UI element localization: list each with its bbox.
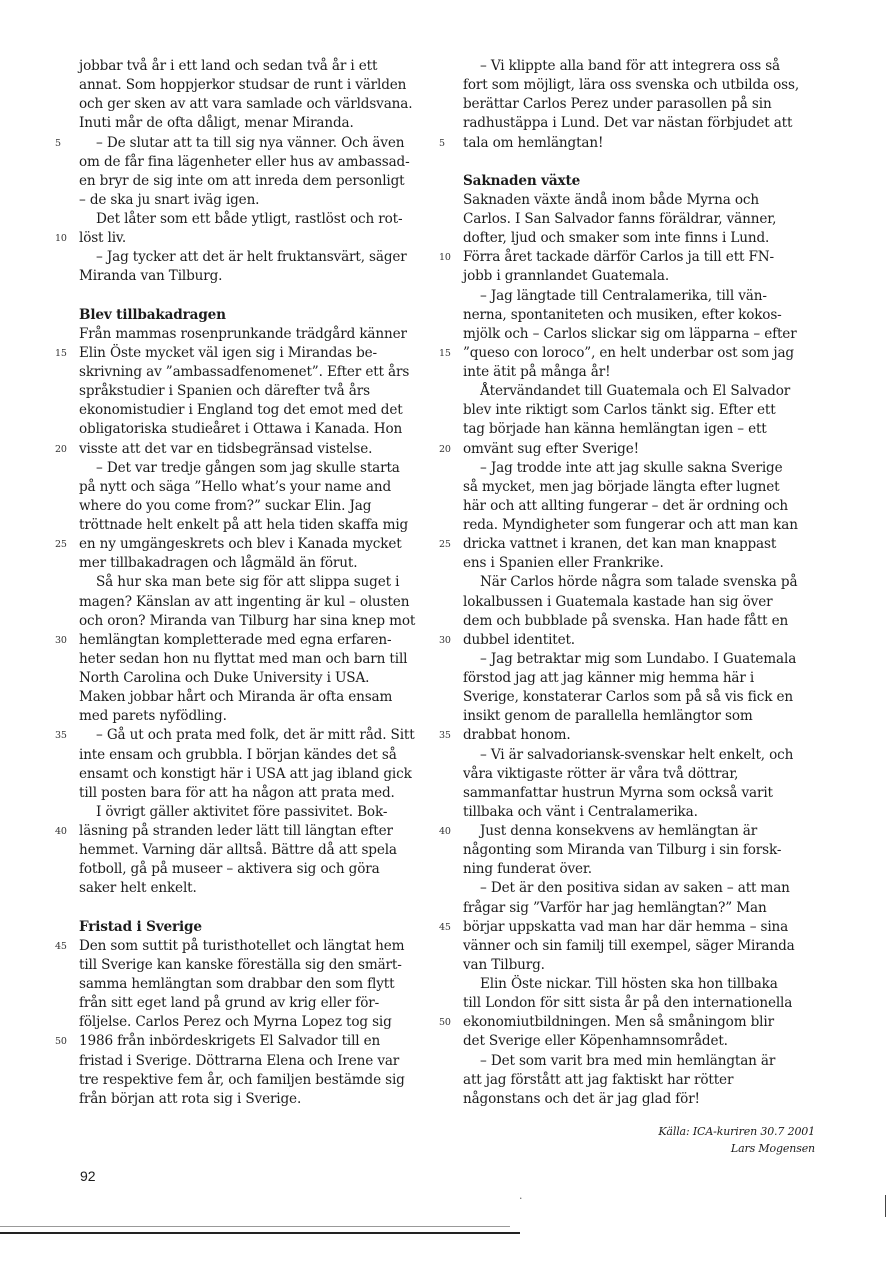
line-text: börjar uppskatta vad man har där hemma – sina: [463, 918, 789, 935]
text-line: [463, 478, 815, 497]
text-line: [463, 688, 815, 707]
text-line: [439, 248, 815, 267]
line-number: 45: [439, 921, 451, 933]
bottom-rule-thick: [0, 1232, 520, 1234]
line-text: tröttnade helt enkelt på att hela tiden skaffa mig: [79, 517, 409, 533]
line-text: – Det som varit bra med min hemlängtan är: [480, 1052, 776, 1069]
line-text: Maken jobbar hårt och Miranda är ofta ensam: [79, 689, 393, 706]
line-number: 25: [55, 539, 67, 551]
line-text: Inuti mår de ofta dåligt, menar Miranda.: [79, 115, 354, 132]
line-text: från början att rota sig i Sverige.: [79, 1090, 302, 1107]
line-text: – Vi klippte alla band för att integrera oss så: [480, 58, 780, 74]
line-text: I övrigt gäller aktivitet före passivitet. Bok-: [96, 803, 388, 820]
line-number: 45: [55, 940, 67, 952]
text-line: [79, 803, 434, 822]
line-text: Återvändandet till Guatemala och El Salvador: [480, 383, 791, 400]
line-text: förstod jag att jag känner mig hemma här i: [463, 670, 755, 686]
text-line: [463, 669, 815, 688]
line-number: 40: [439, 826, 451, 837]
text-line: [79, 612, 434, 631]
line-text: fotboll, gå på museer – aktivera sig och göra: [79, 861, 380, 878]
line-number: 25: [439, 539, 451, 551]
line-text: jobb i grannlandet Guatemala.: [463, 268, 669, 285]
text-line: [439, 344, 815, 363]
line-text: Elin Öste mycket väl igen sig i Mirandas be-: [79, 344, 377, 361]
text-line: [463, 287, 815, 306]
line-text: till Sverige kan kanske föreställa sig den smärt-: [79, 956, 402, 973]
blank-line: [79, 287, 434, 306]
line-text: till posten bara för att ha någon att prata med.: [79, 784, 395, 801]
text-line: [79, 975, 434, 994]
line-number: 30: [55, 634, 67, 646]
line-text: ensamt och konstigt här i USA att jag ibland gick: [79, 765, 412, 782]
text-line: [79, 879, 434, 898]
text-line: [55, 344, 434, 363]
text-line: [55, 726, 434, 745]
text-line: [463, 803, 815, 822]
text-line: [463, 784, 815, 803]
text-line: [79, 688, 434, 707]
text-line: [79, 172, 434, 191]
text-line: [79, 516, 434, 535]
text-line: [79, 497, 434, 516]
line-text: North Carolina och Duke University i USA.: [79, 670, 370, 686]
text-line: [463, 401, 815, 420]
line-text: lokalbussen i Guatemala kastade han sig över: [463, 593, 773, 610]
text-line: [79, 1090, 434, 1109]
line-number: 5: [55, 137, 61, 149]
line-text: hemlängtan kompletterade med egna erfaren-: [79, 631, 392, 648]
source-line2: Lars Mogensen: [730, 1141, 815, 1155]
line-number: 40: [55, 826, 67, 837]
text-line: [439, 440, 815, 459]
line-text: Fristad i Sverige: [79, 918, 202, 935]
line-text: berättar Carlos Perez under parasollen på sin: [463, 96, 772, 113]
line-number: 20: [55, 443, 67, 455]
text-line: [439, 918, 815, 937]
text-line: [79, 248, 434, 267]
text-line: [79, 76, 434, 95]
line-text: och ger sken av att vara samlade och världsvana.: [79, 96, 413, 113]
line-text: ekonomistudier i England tog det emot med det: [79, 402, 403, 419]
source-line1: Källa: ICA-kuriren 30.7 2001: [658, 1124, 815, 1138]
line-text: van Tilburg.: [463, 956, 545, 973]
text-line: [463, 95, 815, 114]
text-line: [439, 726, 815, 745]
text-line: [463, 1052, 815, 1071]
line-number: 15: [55, 347, 67, 359]
line-text: hemmet. Varning där alltså. Bättre då att spela: [79, 842, 397, 859]
line-text: skrivning av ”ambassadfenomenet”. Efter ett års: [79, 364, 410, 380]
text-line: [79, 267, 434, 286]
line-text: en ny umgängeskrets och blev i Kanada mycket: [79, 536, 402, 553]
text-line: [79, 95, 434, 114]
text-line: [55, 134, 434, 153]
text-line: [79, 57, 434, 76]
text-line: [463, 1032, 815, 1051]
text-line: [463, 554, 815, 573]
line-text: insikt genom de parallella hemlängtor som: [463, 708, 753, 725]
line-number: 10: [439, 252, 451, 264]
line-number: 10: [55, 233, 67, 245]
text-line: [463, 191, 815, 210]
line-text: omvänt sug efter Sverige!: [463, 440, 639, 457]
text-line: [463, 420, 815, 439]
line-text: dem och bubblade på svenska. Han hade fått en: [463, 612, 789, 629]
line-text: fort som möjligt, lära oss svenska och utbilda oss,: [463, 77, 800, 94]
text-line: [463, 612, 815, 631]
line-text: en bryr de sig inte om att inreda dem personligt: [79, 172, 405, 189]
line-text: 1986 från inbördeskrigets El Salvador till en: [79, 1033, 381, 1050]
text-line: [463, 306, 815, 325]
text-line: [55, 1032, 434, 1051]
line-text: tillbaka och vänt i Centralamerika.: [463, 803, 698, 820]
line-text: mjölk och – Carlos slickar sig om läpparna – efter: [463, 325, 797, 342]
page-number: 92: [80, 1168, 96, 1184]
line-text: inte ätit på många år!: [463, 364, 611, 380]
text-line: [439, 822, 815, 841]
line-text: på nytt och säga ”Hello what’s your name and: [79, 478, 392, 495]
line-number: 50: [55, 1036, 67, 1048]
blank-line: [463, 153, 815, 172]
text-line: [79, 325, 434, 344]
text-line: [463, 267, 815, 286]
line-text: obligatoriska studieåret i Ottawa i Kanada. Hon: [79, 421, 403, 438]
text-line: [55, 822, 434, 841]
line-text: Elin Öste nickar. Till hösten ska hon tillbaka: [480, 976, 778, 992]
line-text: någonting som Miranda van Tilburg i sin forsk-: [463, 842, 782, 859]
line-text: – de ska ju snart iväg igen.: [79, 191, 260, 208]
text-line: [55, 440, 434, 459]
text-line: [79, 994, 434, 1013]
bottom-rule-thin: [0, 1226, 510, 1227]
line-text: så mycket, men jag började längta efter lugnet: [463, 478, 780, 495]
line-text: saker helt enkelt.: [79, 880, 197, 897]
left-column: [55, 57, 434, 1109]
line-text: tre respektive fem år, och familjen bestämde sig: [79, 1071, 405, 1088]
text-line: [463, 707, 815, 726]
line-text: löst liv.: [79, 230, 127, 247]
line-text: drabbat honom.: [463, 727, 571, 744]
text-line: [79, 841, 434, 860]
line-number: 5: [439, 137, 445, 149]
section-heading: [463, 172, 815, 191]
line-text: samma hemlängtan som drabbar den som flytt: [79, 976, 395, 992]
text-line: [55, 229, 434, 248]
right-column: [439, 57, 815, 1157]
text-line: [463, 1090, 815, 1109]
text-line: [463, 325, 815, 344]
line-text: – Det var tredje gången som jag skulle starta: [96, 459, 400, 476]
text-line: [79, 420, 434, 439]
line-text: från sitt eget land på grund av krig eller för-: [79, 995, 380, 1012]
line-text: Det låter som ett både ytligt, rastlöst och rot-: [96, 211, 403, 227]
line-text: inte ensam och grubbla. I början kändes det så: [79, 746, 397, 763]
line-text: annat. Som hoppjerkor studsar de runt i världen: [79, 77, 407, 94]
text-line: [463, 899, 815, 918]
text-line: [79, 1052, 434, 1071]
line-text: magen? Känslan av att ingenting är kul – olusten: [79, 593, 410, 610]
line-text: att jag förstått att jag faktiskt har rötter: [463, 1071, 734, 1088]
text-line: [55, 937, 434, 956]
text-line: [463, 879, 815, 898]
line-text: tala om hemlängtan!: [463, 134, 604, 151]
text-line: [79, 669, 434, 688]
text-line: [79, 784, 434, 803]
edge-mark: [885, 1195, 886, 1217]
text-line: [79, 382, 434, 401]
text-line: [463, 114, 815, 133]
text-line: [463, 497, 815, 516]
line-text: Sverige, konstaterar Carlos som på så vis fick en: [463, 689, 793, 706]
line-text: våra viktigaste rötter är våra två döttrar,: [463, 765, 739, 782]
section-heading: [79, 306, 434, 325]
line-text: – Det är den positiva sidan av saken – att man: [480, 880, 790, 897]
line-text: fristad i Sverige. Döttrarna Elena och Irene var: [79, 1052, 400, 1069]
line-text: om de får fina lägenheter eller hus av ambassad-: [79, 153, 410, 170]
line-text: det Sverige eller Köpenhamnsområdet.: [463, 1033, 728, 1050]
line-text: läsning på stranden leder lätt till längtan efter: [79, 823, 393, 839]
text-line: [439, 631, 815, 650]
text-line: [463, 593, 815, 612]
line-text: Så hur ska man bete sig för att slippa suget i: [96, 574, 400, 591]
text-line: [79, 956, 434, 975]
section-heading: [79, 918, 434, 937]
line-text: heter sedan hon nu flyttat med man och barn till: [79, 650, 408, 667]
line-text: Just denna konsekvens av hemlängtan är: [480, 823, 758, 839]
line-text: – Jag trodde inte att jag skulle sakna Sverige: [480, 459, 783, 476]
text-line: [79, 650, 434, 669]
text-line: [463, 841, 815, 860]
line-text: Miranda van Tilburg.: [79, 268, 223, 285]
line-text: Förra året tackade därför Carlos ja till ett FN-: [463, 249, 774, 266]
text-line: [463, 765, 815, 784]
line-text: någonstans och det är jag glad för!: [463, 1090, 700, 1107]
text-line: [55, 631, 434, 650]
text-line: [439, 134, 815, 153]
line-text: – Jag betraktar mig som Lundabo. I Guatemala: [480, 650, 797, 667]
text-line: [79, 363, 434, 382]
text-line: [463, 860, 815, 879]
text-line: [439, 1013, 815, 1032]
text-line: [463, 573, 815, 592]
text-line: [463, 382, 815, 401]
line-number: 20: [439, 443, 451, 455]
text-line: [463, 975, 815, 994]
text-line: [79, 860, 434, 879]
line-text: frågar sig ”Varför har jag hemlängtan?” Man: [463, 899, 767, 916]
line-text: När Carlos hörde några som talade svenska på: [480, 574, 798, 591]
text-line: [79, 1013, 434, 1032]
text-line: [463, 459, 815, 478]
line-text: dubbel identitet.: [463, 631, 575, 648]
line-text: reda. Myndigheter som fungerar och att man kan: [463, 517, 798, 533]
text-line: [79, 746, 434, 765]
line-number: 35: [55, 730, 67, 742]
text-line: [79, 1071, 434, 1090]
line-text: Den som suttit på turisthotellet och längtat hem: [79, 937, 405, 954]
line-text: – Jag tycker att det är helt fruktansvärt, säger: [96, 249, 407, 266]
text-line: [79, 153, 434, 172]
line-text: where do you come from?” suckar Elin. Jag: [79, 497, 372, 514]
line-text: Carlos. I San Salvador fanns föräldrar, vänner,: [463, 211, 777, 227]
line-number: 30: [439, 634, 451, 646]
text-line: [79, 401, 434, 420]
line-number: 15: [439, 347, 451, 359]
line-number: 50: [439, 1017, 451, 1029]
line-text: och oron? Miranda van Tilburg har sina knep mot: [79, 612, 416, 629]
text-line: [463, 937, 815, 956]
text-line: [463, 746, 815, 765]
line-text: med parets nyfödling.: [79, 708, 227, 725]
line-text: visste att det var en tidsbegränsad vistelse.: [79, 440, 373, 457]
line-text: jobbar två år i ett land och sedan två år i ett: [79, 58, 378, 74]
text-line: [463, 363, 815, 382]
line-text: vänner och sin familj till exempel, säger Miranda: [463, 937, 795, 954]
line-text: följelse. Carlos Perez och Myrna Lopez tog sig: [79, 1014, 392, 1031]
line-text: här och att allting fungerar – det är ordning och: [463, 497, 789, 514]
line-text: Saknaden växte: [463, 172, 581, 189]
text-line: [463, 210, 815, 229]
line-text: – Gå ut och prata med folk, det är mitt råd. Sitt: [96, 727, 415, 744]
blank-line: [79, 899, 434, 918]
line-text: radhustäppa i Lund. Det var nästan förbjudet att: [463, 115, 793, 132]
text-line: [79, 459, 434, 478]
text-line: [55, 535, 434, 554]
text-line: [79, 478, 434, 497]
text-line: [463, 57, 815, 76]
line-text: ekonomiutbildningen. Men så småningom blir: [463, 1014, 774, 1031]
text-line: [79, 554, 434, 573]
text-line: [439, 535, 815, 554]
text-line: [463, 650, 815, 669]
text-line: [79, 191, 434, 210]
line-text: mer tillbakadragen och lågmäld än förut.: [79, 555, 358, 572]
line-text: till London för sitt sista år på den internationella: [463, 995, 793, 1012]
text-line: [463, 956, 815, 975]
line-text: nerna, spontaniteten och musiken, efter kokos-: [463, 306, 782, 323]
text-line: [463, 516, 815, 535]
text-line: [79, 765, 434, 784]
line-text: dricka vattnet i kranen, det kan man knappast: [463, 536, 777, 553]
line-text: dofter, ljud och smaker som inte finns i Lund.: [463, 230, 770, 247]
text-line: [79, 210, 434, 229]
text-line: [463, 994, 815, 1013]
line-text: – De slutar att ta till sig nya vänner. Och även: [96, 134, 405, 151]
line-text: Saknaden växte ändå inom både Myrna och: [463, 191, 759, 208]
text-line: [79, 707, 434, 726]
line-text: ning funderat över.: [463, 861, 592, 878]
line-text: ens i Spanien eller Frankrike.: [463, 555, 664, 572]
line-text: sammanfattar hustrun Myrna som också varit: [463, 784, 773, 801]
text-line: [79, 573, 434, 592]
text-line: [463, 1071, 815, 1090]
line-text: Blev tillbakadragen: [79, 306, 226, 323]
text-line: [463, 76, 815, 95]
bottom-mark: ·: [519, 1192, 523, 1205]
text-line: [79, 593, 434, 612]
line-text: Från mammas rosenprunkande trädgård känner: [79, 325, 407, 342]
line-text: – Vi är salvadoriansk-svenskar helt enkelt, och: [480, 746, 794, 763]
text-line: [79, 114, 434, 133]
line-text: tag började han känna hemlängtan igen – ett: [463, 421, 767, 438]
text-line: [463, 229, 815, 248]
line-text: språkstudier i Spanien och därefter två års: [79, 383, 370, 400]
line-number: 35: [439, 730, 451, 742]
line-text: blev inte riktigt som Carlos tänkt sig. Efter ett: [463, 402, 776, 419]
line-text: – Jag längtade till Centralamerika, till vän-: [480, 287, 767, 304]
line-text: ”queso con loroco”, en helt underbar ost som jag: [463, 344, 794, 361]
